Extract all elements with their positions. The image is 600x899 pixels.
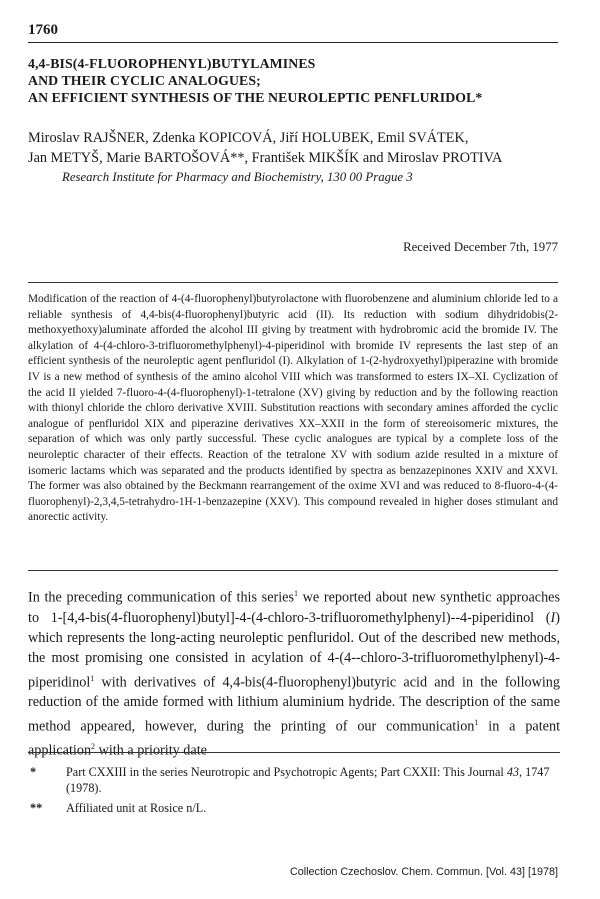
footnote-text — [66, 764, 560, 796]
footnote-2 — [28, 800, 560, 816]
header-rule — [28, 42, 558, 43]
affiliation: Research Institute for Pharmacy and Biochemistry, 130 00 Prague 3 — [62, 170, 413, 184]
title-line-1: 4,4-BIS(4-FLUOROPHENYL)BUTYLAMINES — [28, 56, 316, 71]
footnote-volume: 43 — [506, 765, 520, 779]
abstract-rule-top — [28, 282, 558, 283]
body-text-part: with derivatives of 4,4-bis(4-fluorophenyl)butyric acid and in the following reduction of the amide formed with lithium aluminium hydride. The description of the same method appeared, however, during the printing of our communication — [28, 674, 560, 735]
article-title — [28, 55, 568, 106]
abstract-rule-bottom — [28, 570, 558, 571]
body-paragraph — [28, 584, 560, 761]
received-date: Received December 7th, 1977 — [403, 240, 558, 254]
page-number: 1760 — [28, 22, 58, 38]
authors-line-2: Jan METYŠ, Marie BARTOŠOVÁ**, František MIKŠÍK and Miroslav PROTIVA — [28, 150, 503, 166]
citation-ref: 1 — [293, 589, 298, 598]
body-text-part: in a patent application — [28, 718, 561, 759]
footnote-rule — [28, 752, 560, 753]
footnote-mark: ** — [30, 801, 43, 815]
body-text-part: we reported about new synthetic approaches to 1-[4,4-bis(4-fluorophenyl)butyl]-4-(4-chloro-3-trifluoromethylphenyl)--4-piperidinol ( — [28, 589, 560, 626]
body-text-part: with a priority date — [95, 742, 207, 759]
footnote-text: Affiliated unit at Rosice n/L. — [66, 801, 207, 815]
footnote-text-part: , 1747 (1978). — [66, 765, 550, 795]
footnote-1 — [28, 764, 560, 796]
body-text-part: ) which represents the long-acting neuroleptic penfluridol. Out of the described new methods, the most promising one consisted in acylation of 4-(4--chloro-3-trifluoromethylphenyl)-4-piperidinol — [28, 609, 560, 691]
authors-line-1: Miroslav RAJŠNER, Zdenka KOPICOVÁ, Jiří HOLUBEK, Emil SVÁTEK, — [28, 130, 469, 146]
citation-ref: 2 — [91, 741, 96, 751]
abstract: Modification of the reaction of 4-(4-fluorophenyl)butyrolactone with fluorobenzene and aluminium chloride led to a reliable synthesis of 4,4-bis(4-fluorophenyl)butyric acid (II). Its reduction with sodium dihydridobis(2-methoxyethoxy)aluminate afforded the alcohol III giving by treatment with hydrobromic acid the bromide IV. The alkylation of 4-(4-chloro-3-trifluoromethylphenyl)-4-piperidinol with bromide IV represents the last step of an efficient synthesis of the neuroleptic agent penfluridol (I). Alkylation of 1-(2-hydroxyethyl)piperazine with bromide IV is a new method of synthesis of the amino alcohol VIII which was transformed to esters IX–XI. Cyclization of the acid II yielded 7-fluoro-4-(4-fluorophenyl)-1-tetralone (XV) giving by reduction and by the following reaction with thionyl chloride the chloro derivative XVIII. Substitution reactions with secondary amines afforded the cyclic analogue of penfluridol XIX and piperazine derivatives XX–XXII in the form of stereoisomeric mixtures, the separation of which was only partly successful. These cyclic analogues are typical by a complete loss of the neuroleptic character of their effects. Reaction of the tetralone XV with sodium azide resulted in a mixture of isomeric lactams which was separated and the products identified by spectra as benzazepinones XXIV and XXVI. The former was also obtained by the Beckmann rearrangement of the oxime XVI and was reduced to 8-fluoro-4-(4-fluorophenyl)-2,3,4,5-tetrahydro-1H-1-benzazepine (XXV). This compound revealed in higher doses stimulant and anorectic activity. — [28, 293, 558, 524]
citation-ref: 1 — [474, 717, 479, 727]
body-text-part: In the preceding communication of this series — [28, 589, 294, 606]
footnote-text-part: Part CXXIII in the series Neurotropic and Psychotropic Agents; Part CXXII: This Journal — [66, 765, 507, 779]
footnote-mark: * — [30, 765, 37, 779]
title-line-3: AN EFFICIENT SYNTHESIS OF THE NEUROLEPTIC PENFLURIDOL* — [28, 90, 483, 105]
citation-ref: 1 — [90, 673, 95, 683]
title-line-2: AND THEIR CYCLIC ANALOGUES; — [28, 73, 261, 88]
compound-ref: I — [550, 609, 556, 626]
journal-footer: Collection Czechoslov. Chem. Commun. [Vol. 43] [1978] — [289, 866, 558, 878]
author-list — [28, 128, 568, 168]
